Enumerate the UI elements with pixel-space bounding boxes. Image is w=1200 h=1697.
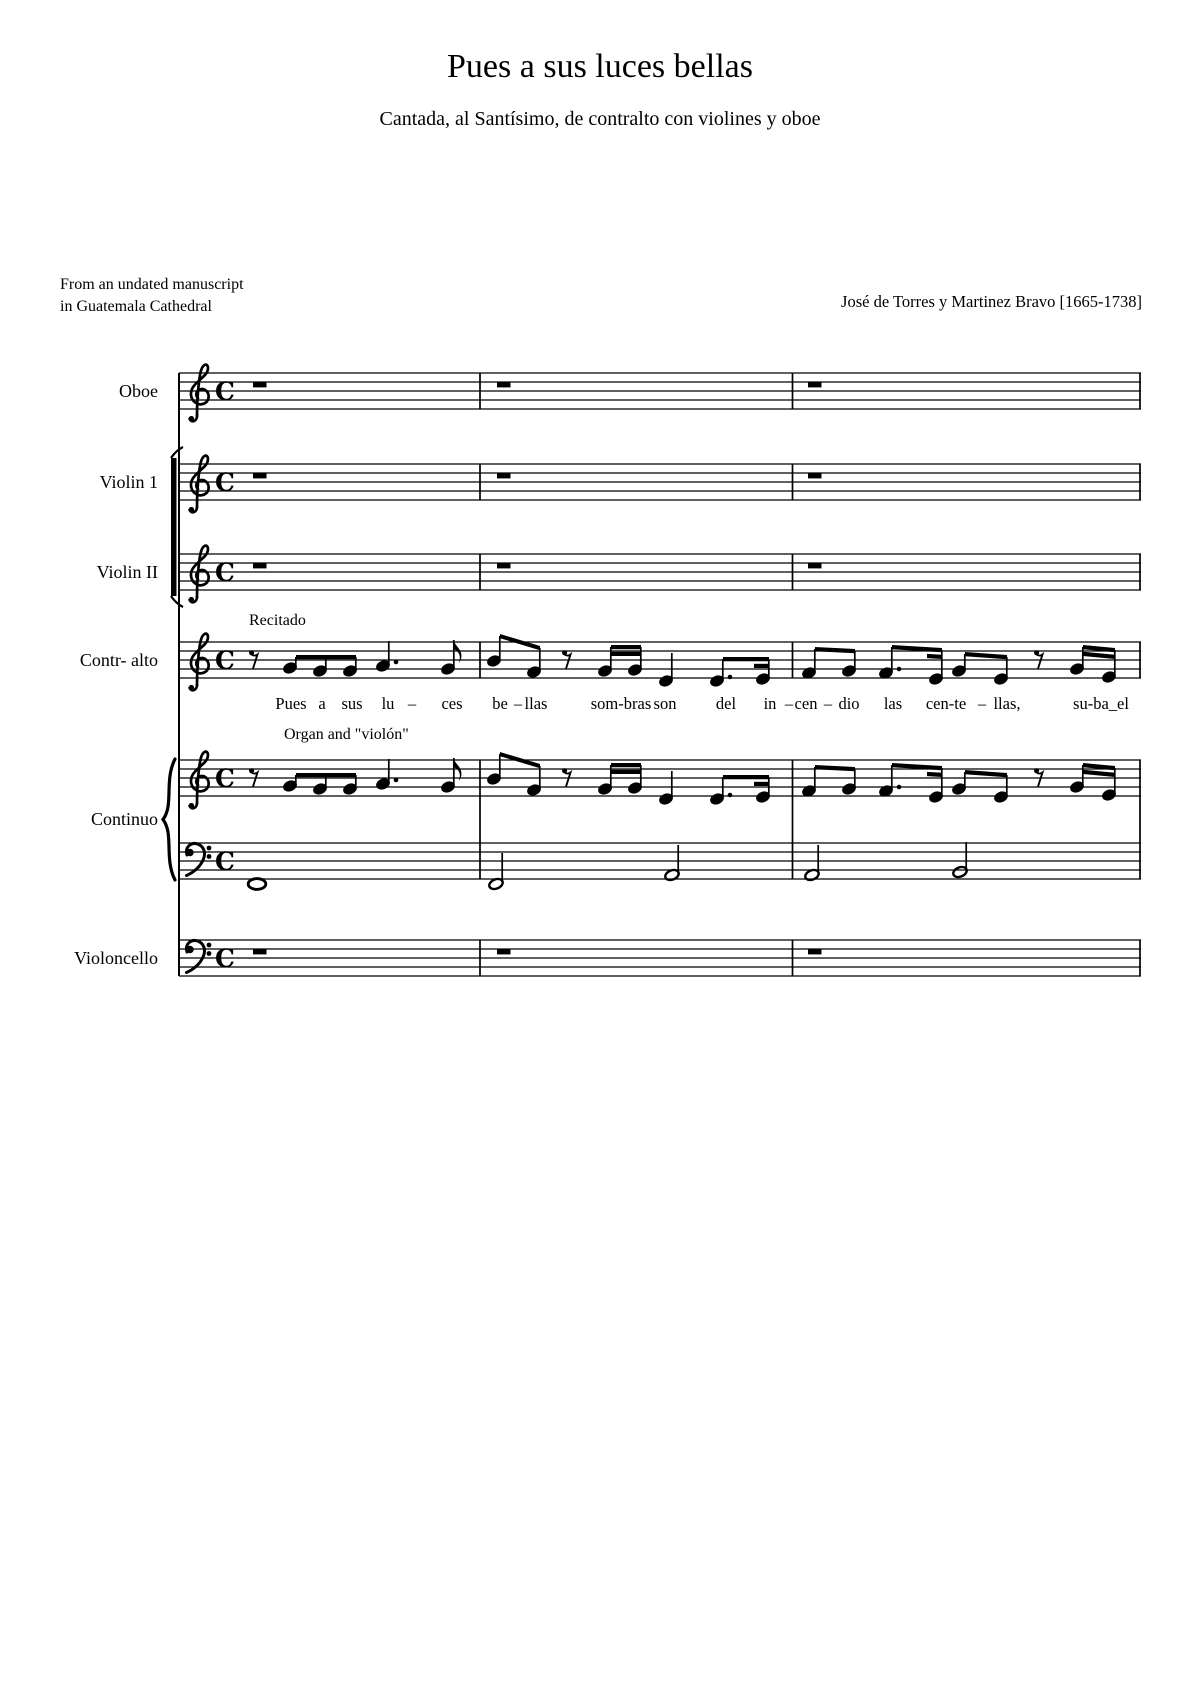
whole-rest-glyph [253, 563, 267, 568]
lyric-syllable: in [763, 694, 777, 713]
eighth-rest-glyph [562, 650, 570, 668]
lyric-syllable: sus [341, 694, 363, 713]
common-time-signature: C [215, 847, 235, 876]
common-time-signature: C [215, 944, 235, 973]
manuscript-note-line2: in Guatemala Cathedral [60, 297, 212, 315]
lyric-syllable: be [492, 694, 508, 713]
page-title: Pues a sus luces bellas [447, 48, 753, 85]
lyrics-line [0, 694, 1200, 718]
staff-label-continuo: Continuo [90, 809, 158, 829]
staff-label-oboe: Oboe [119, 381, 158, 401]
staff-violin1 [179, 456, 1141, 513]
staff-continuo_bass [179, 842, 1141, 891]
whole-rest-glyph [808, 382, 822, 387]
bass-clef-icon [186, 940, 211, 972]
whole-rest-glyph [253, 382, 267, 387]
lyric-syllable: cen-te [925, 694, 967, 713]
lyric-syllable: som-bras [590, 694, 652, 713]
whole-rest-glyph [808, 563, 822, 568]
lyric-syllable: – [513, 694, 523, 713]
common-time-signature: C [215, 377, 235, 406]
whole-rest-glyph [253, 473, 267, 478]
staff-violoncello [179, 940, 1141, 976]
staff-contralto [179, 634, 1141, 691]
staff-label-contralto: Contr- alto [79, 650, 158, 670]
continuo-brace [163, 759, 175, 880]
lyric-syllable: ces [441, 694, 463, 713]
lyric-syllable: su-ba_el [1073, 694, 1129, 713]
lyric-syllable: – [977, 694, 987, 713]
common-time-signature: C [215, 764, 235, 793]
whole-rest-glyph [497, 949, 511, 954]
page-subtitle: Cantada, al Santísimo, de contralto con violines y oboe [379, 108, 821, 130]
common-time-signature: C [215, 558, 235, 587]
bass-clef-icon [186, 843, 211, 875]
composer-credit: José de Torres y Martinez Bravo [1665-1738] [841, 292, 1142, 311]
lyric-syllable: lu [381, 694, 395, 713]
lyric-syllable: dio [838, 694, 860, 713]
lyric-syllable: son [653, 694, 677, 713]
lyric-syllable: – [407, 694, 417, 713]
violin-bracket [171, 447, 183, 607]
whole-rest-glyph [497, 473, 511, 478]
lyric-syllable: – [784, 694, 794, 713]
whole-rest-glyph [808, 473, 822, 478]
lyric-syllable: llas, [993, 694, 1021, 713]
eighth-rest-glyph [249, 768, 257, 786]
lyric-syllable: las [883, 694, 903, 713]
staff-label-violin1: Violin 1 [99, 472, 158, 492]
staff-label-violin2: Violin II [96, 562, 158, 582]
lyric-syllable: Pues [275, 694, 307, 713]
eighth-rest-glyph [1034, 650, 1042, 668]
tempo-marking: Recitado [249, 612, 306, 629]
staff-label-violoncello: Violoncello [74, 948, 158, 968]
whole-rest-glyph [497, 563, 511, 568]
common-time-signature: C [215, 646, 235, 675]
whole-rest-glyph [253, 949, 267, 954]
lyric-syllable: a [318, 694, 326, 713]
lyric-syllable: llas [524, 694, 548, 713]
lyric-syllable: – [823, 694, 833, 713]
eighth-rest-glyph [249, 650, 257, 668]
eighth-rest-glyph [1034, 768, 1042, 786]
staff-oboe [179, 365, 1141, 422]
manuscript-note [60, 274, 244, 317]
eighth-rest-glyph [562, 768, 570, 786]
lyric-syllable: cen [794, 694, 818, 713]
whole-rest-glyph [497, 382, 511, 387]
whole-rest-glyph [808, 949, 822, 954]
staff-violin2 [179, 546, 1141, 603]
lyric-syllable: del [715, 694, 737, 713]
staff-continuo_treble [179, 752, 1141, 809]
instrument-direction: Organ and "violón" [284, 726, 409, 743]
manuscript-note-line1: From an undated manuscript [60, 276, 244, 293]
common-time-signature: C [215, 468, 235, 497]
